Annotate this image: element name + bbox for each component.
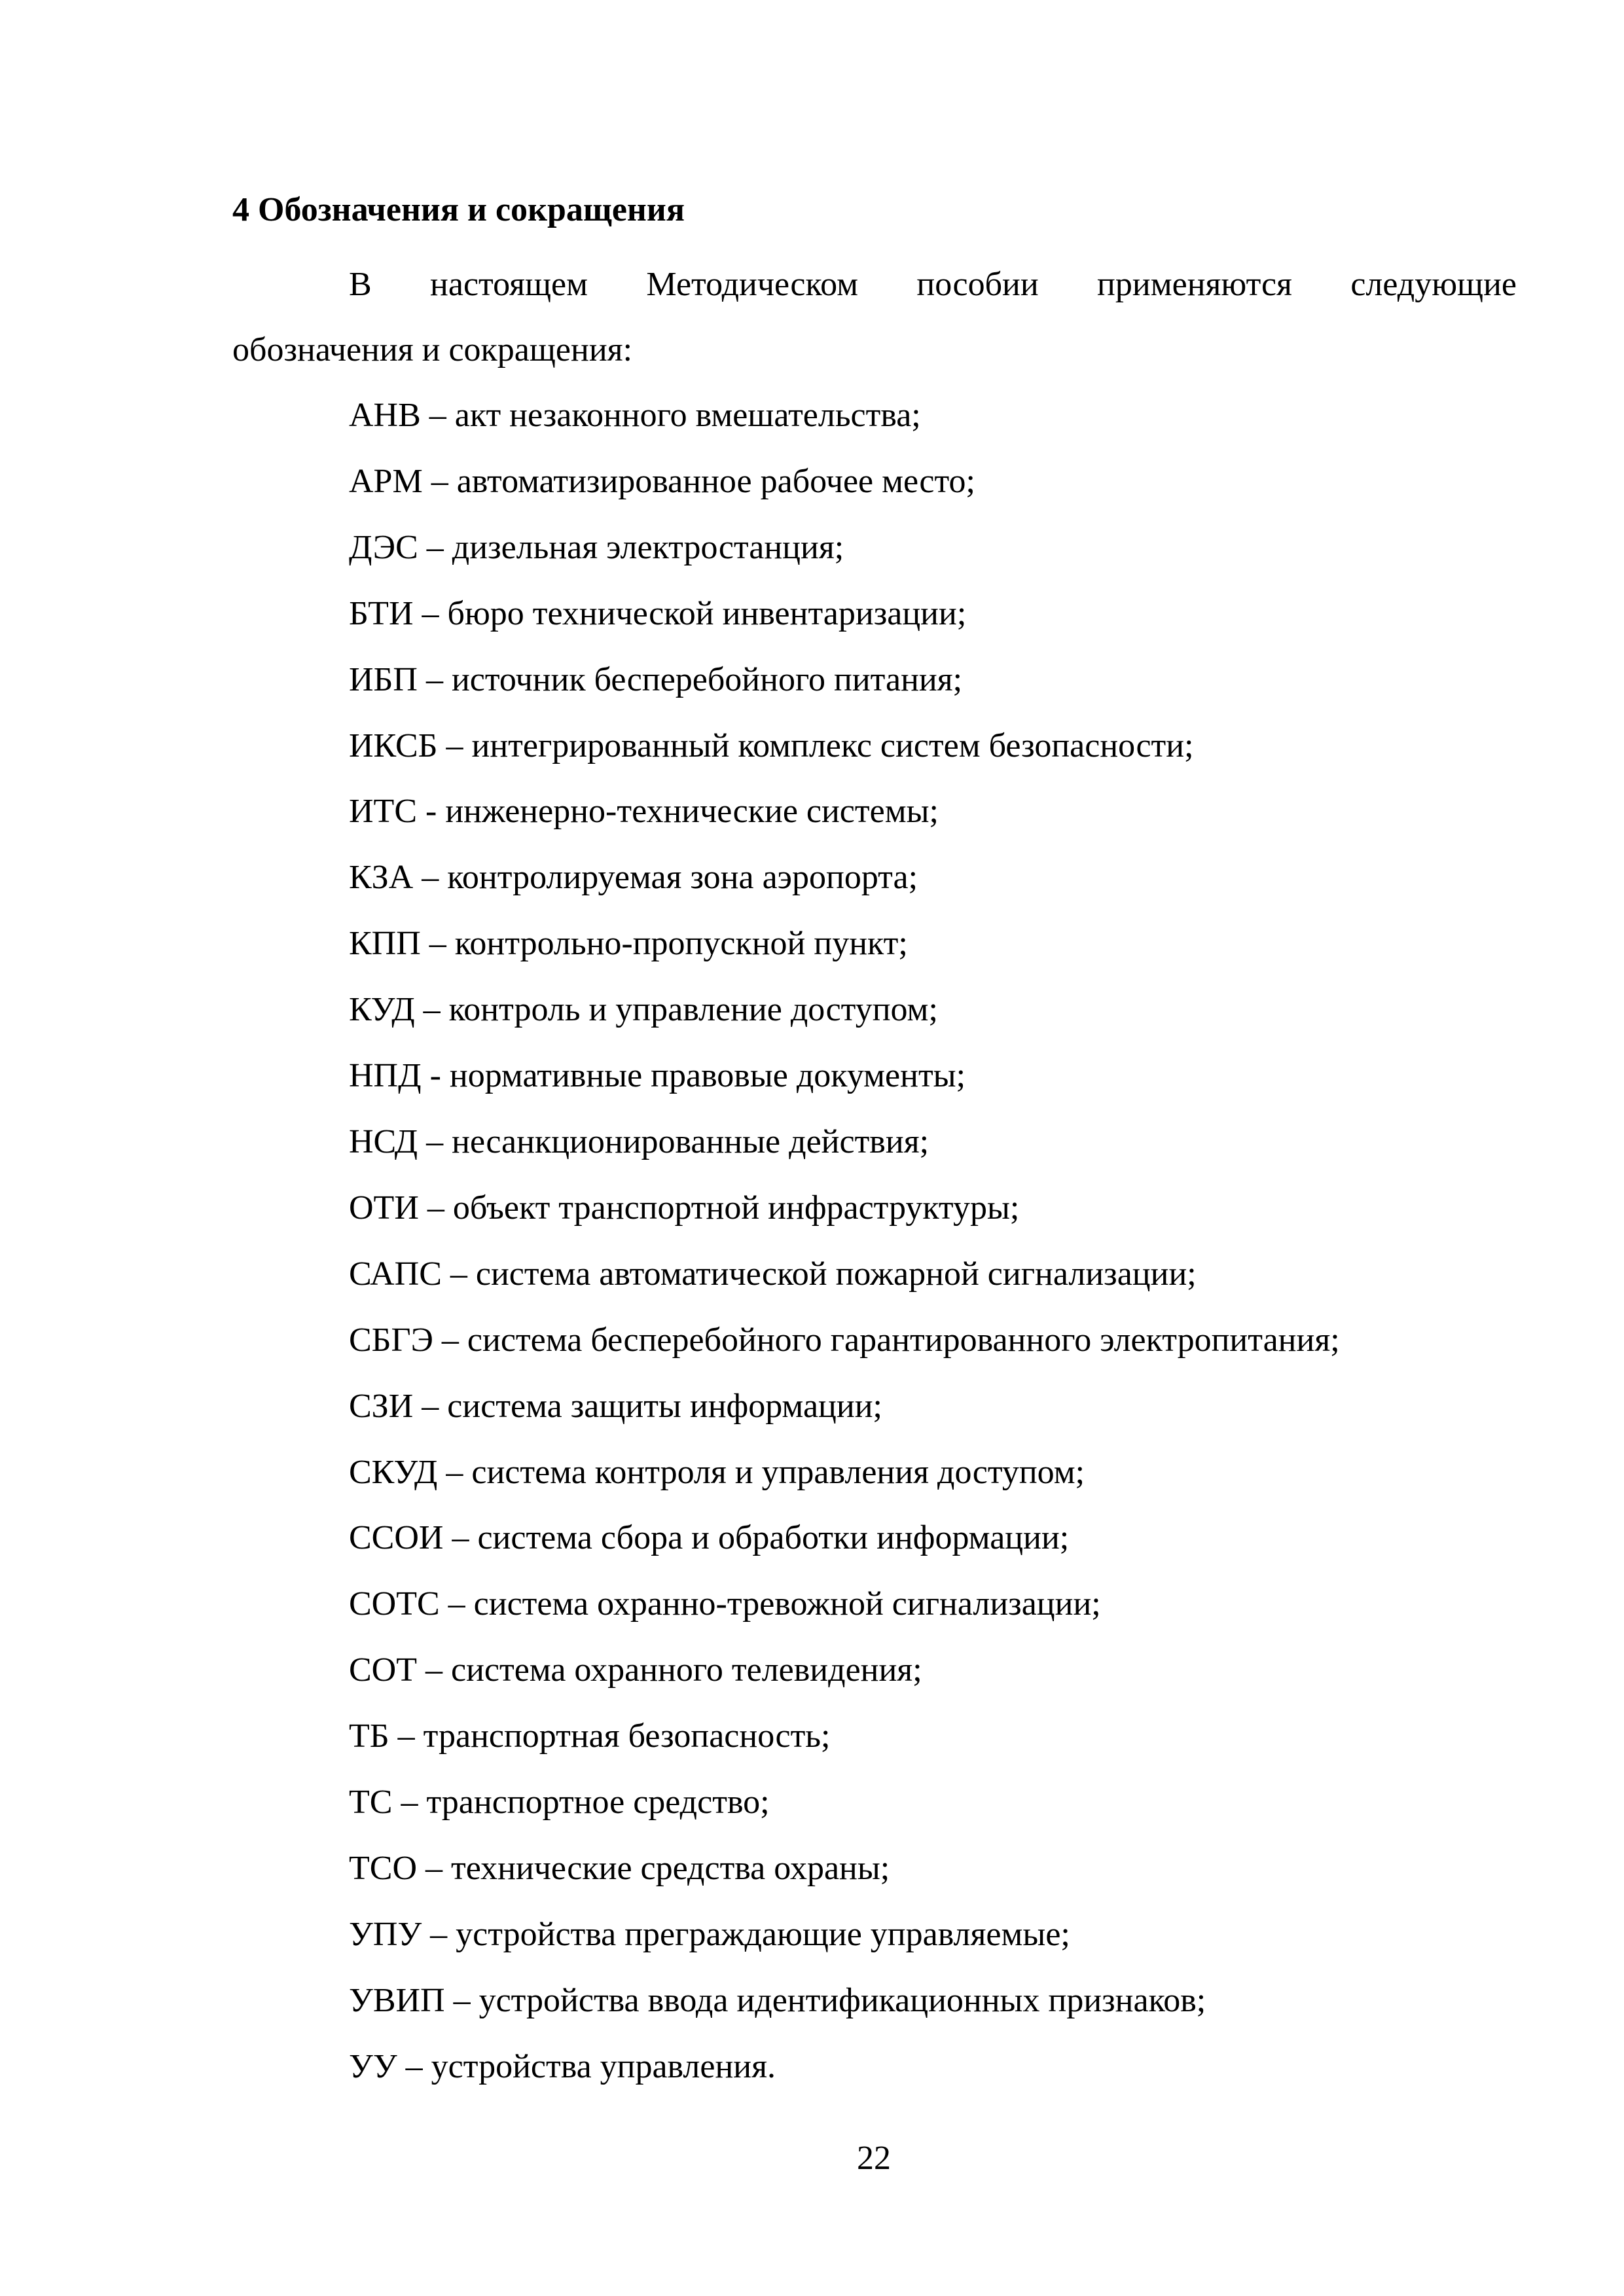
abbreviation-item: ТС – транспортное средство;: [349, 1784, 770, 1821]
abbreviation-item: ССОИ – система сбора и обработки информации;: [349, 1519, 1070, 1557]
abbreviation-list: [349, 383, 1340, 2100]
abbreviation-item: АНВ – акт незаконного вмешательства;: [349, 397, 921, 434]
abbreviation-item: ОТИ – объект транспортной инфраструктуры;: [349, 1189, 1020, 1227]
abbreviation-item: ИБП – источник бесперебойного питания;: [349, 660, 963, 698]
abbreviation-item: КУД – контроль и управление доступом;: [349, 991, 938, 1029]
abbreviation-item: СОТ – система охранного телевидения;: [349, 1651, 922, 1689]
abbreviation-item: НСД – несанкционированные действия;: [349, 1122, 929, 1160]
abbreviation-item: КПП – контрольно-пропускной пункт;: [349, 925, 908, 963]
abbreviation-item: ИТС - инженерно-технические системы;: [349, 793, 939, 831]
abbreviation-item: ТБ – транспортная безопасность;: [349, 1717, 831, 1755]
abbreviation-item: АРМ – автоматизированное рабочее место;: [349, 462, 975, 500]
page-number: 22: [857, 2140, 891, 2177]
abbreviation-item: УПУ – устройства преграждающие управляемые;: [349, 1915, 1070, 1953]
abbreviation-item: САПС – система автоматической пожарной сигнализации;: [349, 1255, 1197, 1293]
intro-line-1: В настоящем Методическом пособии применяются следующие: [349, 266, 1517, 303]
abbreviation-item: СБГЭ – система бесперебойного гарантированного электропитания;: [349, 1321, 1340, 1359]
abbreviation-item: СОТС – система охранно-тревожной сигнализации;: [349, 1585, 1101, 1623]
abbreviation-item: КЗА – контролируемая зона аэропорта;: [349, 859, 918, 897]
section-heading: 4 Обозначения и сокращения: [232, 191, 685, 228]
abbreviation-item: УУ – устройства управления.: [349, 2047, 776, 2085]
abbreviation-item: ИКСБ – интегрированный комплекс систем безопасности;: [349, 726, 1194, 764]
abbreviation-item: ТСО – технические средства охраны;: [349, 1849, 890, 1887]
abbreviation-item: НПД - нормативные правовые документы;: [349, 1057, 966, 1095]
abbreviation-item: УВИП – устройства ввода идентификационных признаков;: [349, 1981, 1206, 2019]
abbreviation-item: СКУД – система контроля и управления доступом;: [349, 1453, 1085, 1491]
intro-line-2: обозначения и сокращения:: [232, 331, 633, 368]
abbreviation-item: БТИ – бюро технической инвентаризации;: [349, 594, 967, 632]
abbreviation-item: СЗИ – система защиты информации;: [349, 1387, 882, 1425]
intro-paragraph: [232, 252, 1517, 383]
abbreviation-item: ДЭС – дизельная электростанция;: [349, 528, 844, 566]
